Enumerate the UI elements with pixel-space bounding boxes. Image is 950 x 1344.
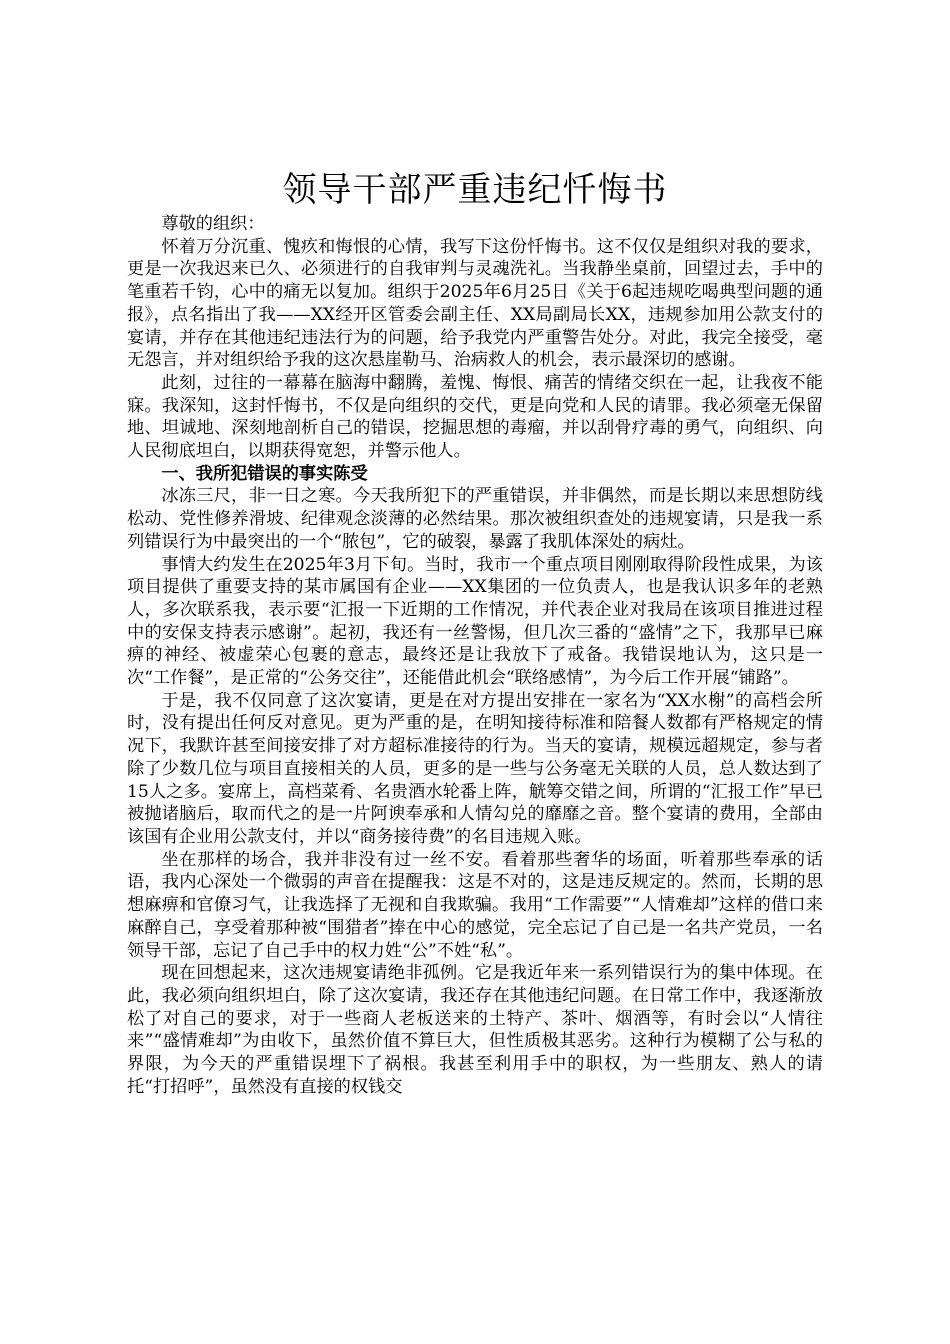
document-body (127, 213, 823, 1098)
paragraph-section-4: 坐在那样的场合，我并非没有过一丝不安。看着那些奢华的场面，听着那些奉承的话语，我内心深处一个微弱的声音在提醒我：这是不对的，这是违反规定的。然而，长期的思想麻痹和官僚习气，让我选择了无视和自我欺骗。我用“工作需要”“人情难却”这样的借口来麻醉自己，享受着那种被“围猎者”捧在中心的感觉，完全忘记了自己是一名共产党员，一名领导干部，忘记了自己手中的权力姓“公”不姓“私”。 (127, 849, 823, 961)
paragraph-intro-1: 怀着万分沉重、愧疚和悔恨的心情，我写下这份忏悔书。这不仅仅是组织对我的要求，更是一次我迟来已久、必须进行的自我审判与灵魂洗礼。当我静坐桌前，回望过去，手中的笔重若千钧，心中的痛无以复加。组织于2025年6月25日《关于6起违规吃喝典型问题的通报》，点名指出了我——XX经开区管委会副主任、XX局副局长XX，违规参加用公款支付的宴请，并存在其他违纪违法行为的问题，给予我党内严重警告处分。对此，我完全接受，毫无怨言，并对组织给予我的这次悬崖勒马、治病救人的机会，表示最深切的感谢。 (127, 236, 823, 371)
document-page (127, 168, 823, 1098)
paragraph-section-1: 冰冻三尺，非一日之寒。今天我所犯下的严重错误，并非偶然，而是长期以来思想防线松动、党性修养滑坡、纪律观念淡薄的必然结果。那次被组织查处的违规宴请，只是我一系列错误行为中最突出的一个“脓包”，它的破裂，暴露了我肌体深处的病灶。 (127, 486, 823, 552)
paragraph-section-3: 于是，我不仅同意了这次宴请，更是在对方提出安排在一家名为“XX水榭”的高档会所时，没有提出任何反对意见。更为严重的是，在明知接待标准和陪餐人数都有严格规定的情况下，我默许甚至间接安排了对方超标准接待的行为。当天的宴请，规模远超规定，参与者除了少数几位与项目直接相关的人员，更多的是一些与公务毫无关联的人员，总人数达到了15人之多。宴席上，高档菜肴、名贵酒水轮番上阵，觥筹交错之间，所谓的“汇报工作”早已被抛诸脑后，取而代之的是一片阿谀奉承和人情勾兑的靡靡之音。整个宴请的费用，全部由该国有企业用公款支付，并以“商务接待费”的名目违规入账。 (127, 690, 823, 847)
paragraph-section-5: 现在回想起来，这次违规宴请绝非孤例。它是我近年来一系列错误行为的集中体现。在此，我必须向组织坦白，除了这次宴请，我还存在其他违纪问题。在日常工作中，我逐渐放松了对自己的要求，对于一些商人老板送来的土特产、茶叶、烟酒等，有时会以“人情往来”“盛情难却”为由收下，虽然价值不算巨大，但性质极其恶劣。这种行为模糊了公与私的界限，为今天的严重错误埋下了祸根。我甚至利用手中的职权，为一些朋友、熟人的请托“打招呼”，虽然没有直接的权钱交 (127, 963, 823, 1097)
document-title: 领导干部严重违纪忏悔书 (282, 170, 668, 210)
salutation: 尊敬的组织： (161, 214, 265, 234)
section-heading: 一、我所犯错误的事实陈受 (161, 463, 368, 484)
paragraph-section-2: 事情大约发生在2025年3月下旬。当时，我市一个重点项目刚刚取得阶段性成果，为该项目提供了重要支持的某市属国有企业——XX集团的一位负责人，也是我认识多年的老熟人，多次联系我，表示要“汇报一下近期的工作情况，并代表企业对我局在该项目推进过程中的安保支持表示感谢”。起初，我还有一丝警惕，但几次三番的“盛情”之下，我那早已麻痹的神经、被虚荣心包裹的意志，最终还是让我放下了戒备。我错误地认为，这只是一次“工作餐”，是正常的“公务交往”，还能借此机会“联络感情”，为今后工作开展“铺路”。 (127, 554, 823, 689)
paragraph-intro-2: 此刻，过往的一幕幕在脑海中翻腾，羞愧、悔恨、痛苦的情绪交织在一起，让我夜不能寐。我深知，这封忏悔书，不仅是向组织的交代，更是向党和人民的请罪。我必须毫无保留地、坦诚地、深刻地剖析自己的错误，挖掘思想的毒瘤，并以刮骨疗毒的勇气，向组织、向人民彻底坦白，以期获得宽恕，并警示他人。 (127, 372, 823, 462)
